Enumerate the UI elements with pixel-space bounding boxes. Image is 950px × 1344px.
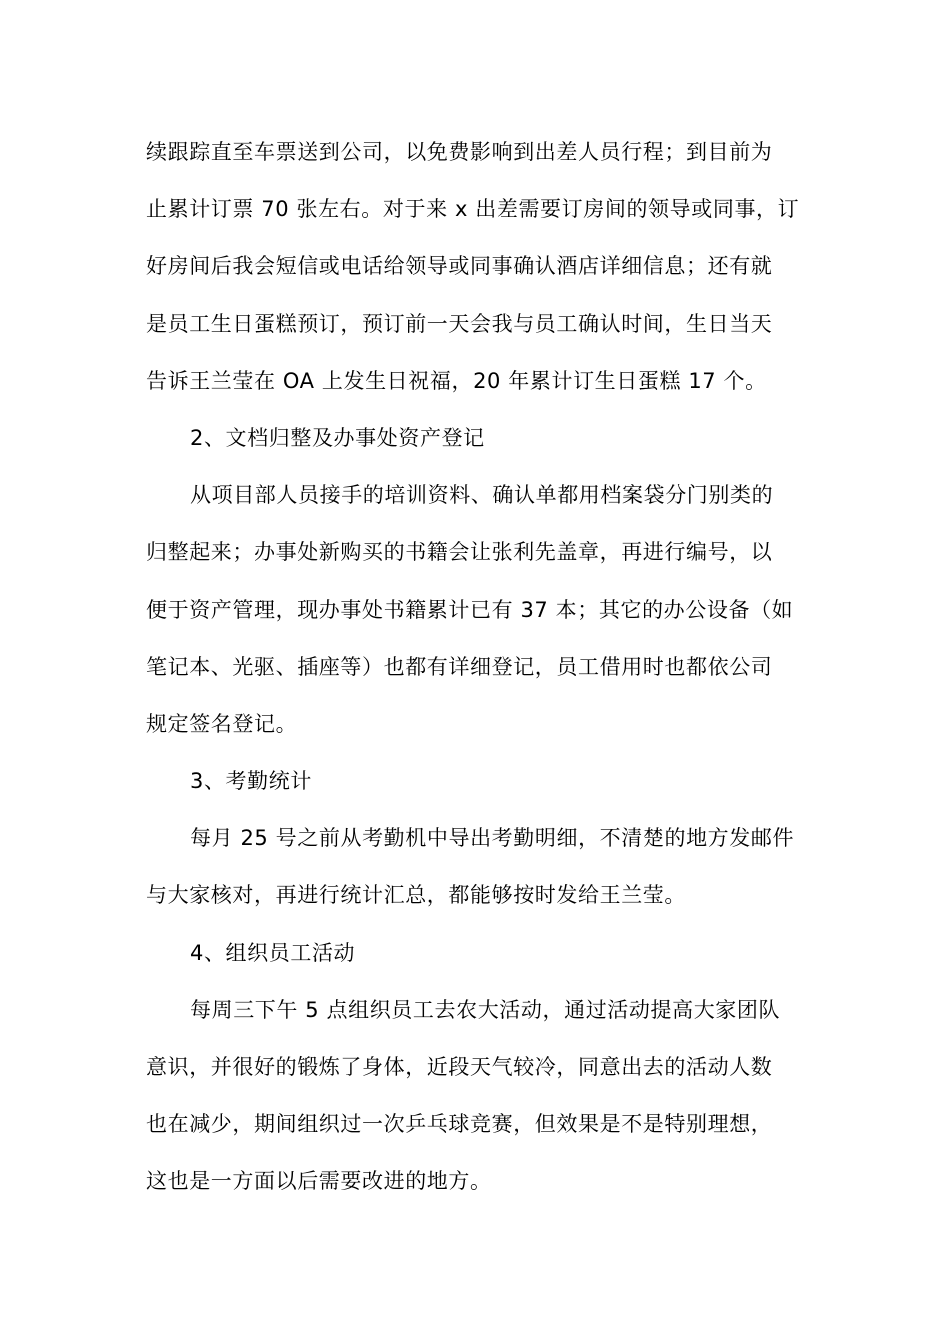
text-line: 每周三下午 5 点组织员工去农大活动，通过活动提高大家团队 (190, 997, 781, 1022)
text-line: 告诉王兰莹在 OA 上发生日祝福，20 年累计订生日蛋糕 17 个。 (146, 368, 767, 393)
text-line: 规定签名登记。 (146, 711, 298, 736)
text-line: 笔记本、光驱、插座等）也都有详细登记，员工借用时也都依公司 (146, 654, 773, 679)
text-line: 是员工生日蛋糕预订，预订前一天会我与员工确认时间，生日当天 (146, 311, 773, 336)
text-line: 续跟踪直至车票送到公司，以免费影响到出差人员行程；到目前为 (146, 140, 773, 164)
text-line: 便于资产管理，现办事处书籍累计已有 37 本；其它的办公设备（如 (146, 597, 794, 622)
text-line: 每月 25 号之前从考勤机中导出考勤明细，不清楚的地方发邮件 (190, 826, 795, 851)
text-line: 从项目部人员接手的培训资料、确认单都用档案袋分门别类的 (190, 483, 774, 508)
text-line: 意识，并很好的锻炼了身体，近段天气较冷，同意出去的活动人数 (146, 1055, 773, 1079)
text-line: 也在减少，期间组织过一次乒乓球竞赛，但效果是不是特别理想， (146, 1112, 773, 1137)
text-line: 这也是一方面以后需要改进的地方。 (146, 1169, 492, 1194)
text-line: 归整起来；办事处新购买的书籍会让张利先盖章，再进行编号，以 (146, 540, 773, 565)
text-line: 止累计订票 70 张左右。对于来 x 出差需要订房间的领导或同事，订 (146, 197, 800, 222)
section-heading-document-filing: 2、文档归整及办事处资产登记 (190, 425, 485, 450)
section-heading-attendance: 3、考勤统计 (190, 769, 312, 794)
text-line: 与大家核对，再进行统计汇总，都能够按时发给王兰莹。 (146, 883, 686, 908)
document-body (146, 130, 808, 1217)
text-line: 好房间后我会短信或电话给领导或同事确认酒店详细信息；还有就 (146, 254, 773, 279)
section-heading-activities: 4、组织员工活动 (190, 940, 356, 965)
